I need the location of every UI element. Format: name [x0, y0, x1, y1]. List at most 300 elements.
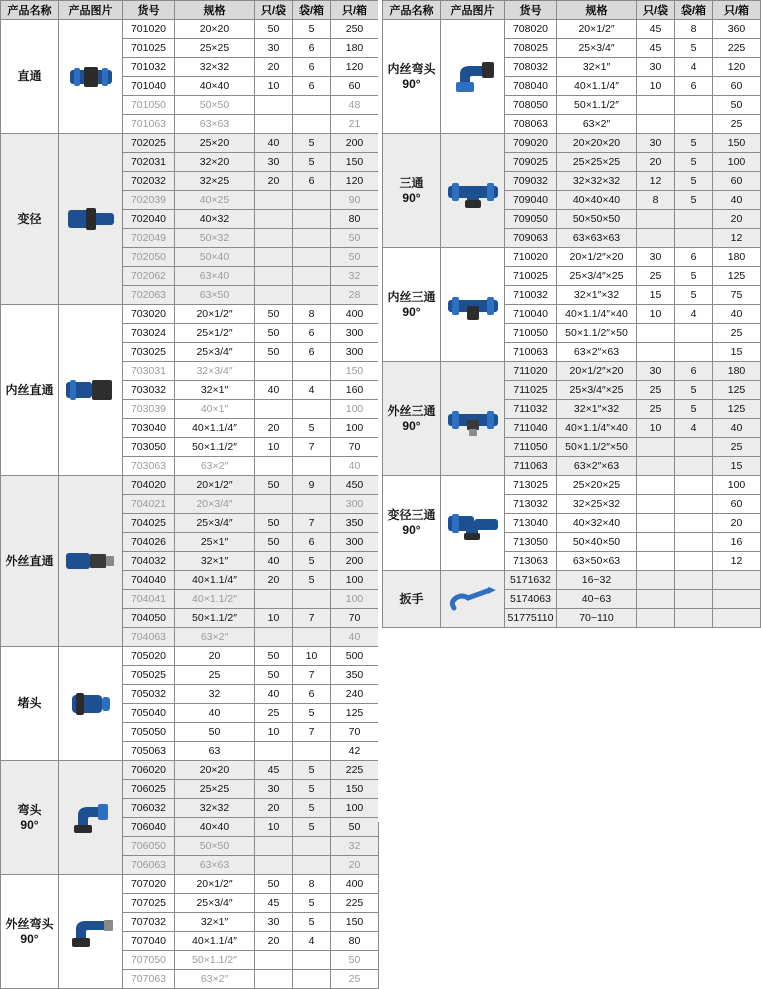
bags-per-box-cell [675, 96, 713, 115]
per-bag-cell [255, 951, 293, 970]
item-code-cell: 5174063 [505, 590, 557, 609]
spec-cell: 40×1.1/4″ [175, 419, 255, 438]
per-box-cell: 32 [331, 267, 379, 286]
per-box-cell: 180 [331, 39, 379, 58]
product-name-cell: 内丝直通 [1, 305, 59, 476]
product-name-cell: 外丝弯头 90° [1, 875, 59, 989]
spec-cell: 25×25 [175, 39, 255, 58]
item-code-cell: 704026 [123, 533, 175, 552]
per-bag-cell: 45 [637, 20, 675, 39]
header-bags-per-box: 袋/箱 [675, 1, 713, 20]
left-table-column [0, 0, 378, 985]
right-table-column [382, 0, 760, 822]
per-bag-cell [255, 742, 293, 761]
bags-per-box-cell: 7 [293, 609, 331, 628]
item-code-cell: 5171632 [505, 571, 557, 590]
per-bag-cell [255, 457, 293, 476]
per-bag-cell [637, 457, 675, 476]
per-bag-cell [637, 514, 675, 533]
bags-per-box-cell: 5 [675, 381, 713, 400]
per-box-cell: 48 [331, 96, 379, 115]
item-code-cell: 701040 [123, 77, 175, 96]
spec-cell: 20×20 [175, 20, 255, 39]
table-row [1, 20, 379, 39]
item-code-cell: 710063 [505, 343, 557, 362]
item-code-cell: 702063 [123, 286, 175, 305]
spec-cell: 50×40×50 [557, 533, 637, 552]
product-name-cell: 堵头 [1, 647, 59, 761]
product-name-cell: 内丝弯头 90° [383, 20, 441, 134]
item-code-cell: 702031 [123, 153, 175, 172]
per-bag-cell [637, 343, 675, 362]
spec-cell: 32×32×32 [557, 172, 637, 191]
per-box-cell: 60 [331, 77, 379, 96]
bags-per-box-cell: 5 [293, 704, 331, 723]
per-bag-cell: 50 [255, 20, 293, 39]
per-box-cell: 100 [331, 799, 379, 818]
bags-per-box-cell: 6 [675, 362, 713, 381]
item-code-cell: 709040 [505, 191, 557, 210]
per-box-cell: 150 [713, 134, 761, 153]
spec-cell: 63×63 [175, 115, 255, 134]
per-box-cell: 42 [331, 742, 379, 761]
spec-cell: 20×20 [175, 761, 255, 780]
per-bag-cell [637, 571, 675, 590]
spec-cell: 25×20×25 [557, 476, 637, 495]
item-code-cell: 704050 [123, 609, 175, 628]
item-code-cell: 704025 [123, 514, 175, 533]
table-row [383, 20, 761, 39]
spec-cell: 32×32 [175, 58, 255, 77]
per-box-cell: 300 [331, 495, 379, 514]
item-code-cell: 703020 [123, 305, 175, 324]
item-code-cell: 705025 [123, 666, 175, 685]
bags-per-box-cell: 4 [675, 305, 713, 324]
bags-per-box-cell [293, 210, 331, 229]
bags-per-box-cell: 5 [675, 153, 713, 172]
per-box-cell: 125 [713, 381, 761, 400]
spec-cell: 25×3/4″×25 [557, 267, 637, 286]
bags-per-box-cell: 5 [293, 913, 331, 932]
per-bag-cell [255, 400, 293, 419]
bags-per-box-cell: 5 [675, 172, 713, 191]
per-bag-cell: 20 [255, 571, 293, 590]
product-table-left [0, 0, 379, 989]
per-bag-cell: 40 [255, 381, 293, 400]
spec-cell: 20×1/2″ [557, 20, 637, 39]
bags-per-box-cell: 5 [293, 153, 331, 172]
per-box-cell: 120 [713, 58, 761, 77]
spec-cell: 32×1″ [175, 381, 255, 400]
bags-per-box-cell: 6 [293, 172, 331, 191]
per-box-cell: 100 [331, 419, 379, 438]
item-code-cell: 708040 [505, 77, 557, 96]
item-code-cell: 706040 [123, 818, 175, 837]
spec-cell: 32 [175, 685, 255, 704]
bags-per-box-cell: 4 [293, 381, 331, 400]
spec-cell: 63 [175, 742, 255, 761]
header-spec: 规格 [175, 1, 255, 20]
spec-cell: 32×20 [175, 153, 255, 172]
per-box-cell: 50 [713, 96, 761, 115]
per-box-cell: 225 [331, 761, 379, 780]
bags-per-box-cell: 5 [293, 761, 331, 780]
per-bag-cell: 20 [255, 799, 293, 818]
spec-cell: 63×2″ [175, 457, 255, 476]
per-bag-cell [637, 229, 675, 248]
bags-per-box-cell: 5 [675, 286, 713, 305]
spec-cell: 40~63 [557, 590, 637, 609]
item-code-cell: 701050 [123, 96, 175, 115]
per-box-cell: 180 [713, 362, 761, 381]
bags-per-box-cell [293, 457, 331, 476]
spec-cell: 70~110 [557, 609, 637, 628]
item-code-cell: 710040 [505, 305, 557, 324]
item-code-cell: 708020 [505, 20, 557, 39]
bags-per-box-cell: 6 [293, 343, 331, 362]
item-code-cell: 708025 [505, 39, 557, 58]
item-code-cell: 703040 [123, 419, 175, 438]
spec-cell: 50×1.1/2″ [557, 96, 637, 115]
spec-cell: 40×1.1/2″ [175, 590, 255, 609]
spec-cell: 32×1″×32 [557, 400, 637, 419]
item-code-cell: 709032 [505, 172, 557, 191]
bags-per-box-cell [675, 476, 713, 495]
item-code-cell: 711050 [505, 438, 557, 457]
bags-per-box-cell: 6 [675, 248, 713, 267]
table-row [383, 362, 761, 381]
spec-cell: 32×25 [175, 172, 255, 191]
spec-cell: 25×1/2″ [175, 324, 255, 343]
header-per-bag: 只/袋 [637, 1, 675, 20]
item-code-cell: 705050 [123, 723, 175, 742]
spec-cell: 25×25 [175, 780, 255, 799]
per-box-cell: 150 [331, 362, 379, 381]
item-code-cell: 707050 [123, 951, 175, 970]
header-per-bag: 只/袋 [255, 1, 293, 20]
spec-cell: 63×50 [175, 286, 255, 305]
per-box-cell: 120 [331, 58, 379, 77]
spec-cell: 20×1/2″×20 [557, 248, 637, 267]
per-bag-cell [255, 267, 293, 286]
bags-per-box-cell: 6 [675, 77, 713, 96]
bags-per-box-cell: 5 [293, 571, 331, 590]
item-code-cell: 706025 [123, 780, 175, 799]
spec-cell: 40×25 [175, 191, 255, 210]
bags-per-box-cell [675, 495, 713, 514]
per-box-cell: 240 [331, 685, 379, 704]
per-box-cell: 360 [713, 20, 761, 39]
spec-cell: 25×1″ [175, 533, 255, 552]
per-box-cell: 300 [331, 324, 379, 343]
per-bag-cell: 50 [255, 343, 293, 362]
bags-per-box-cell [675, 590, 713, 609]
table-row [1, 476, 379, 495]
bags-per-box-cell: 6 [293, 77, 331, 96]
item-code-cell: 707032 [123, 913, 175, 932]
spec-cell: 25 [175, 666, 255, 685]
per-box-cell: 21 [331, 115, 379, 134]
bags-per-box-cell [675, 343, 713, 362]
spec-cell: 63×50×63 [557, 552, 637, 571]
item-code-cell: 713040 [505, 514, 557, 533]
per-box-cell [713, 590, 761, 609]
header-bags-per-box: 袋/箱 [293, 1, 331, 20]
bags-per-box-cell [293, 400, 331, 419]
spec-cell: 20×1/2″ [175, 875, 255, 894]
bags-per-box-cell [675, 457, 713, 476]
per-box-cell [713, 571, 761, 590]
per-box-cell: 70 [331, 609, 379, 628]
per-bag-cell: 30 [637, 58, 675, 77]
female-coupling-icon [59, 305, 123, 476]
item-code-cell: 708063 [505, 115, 557, 134]
spec-cell: 50×50×50 [557, 210, 637, 229]
bags-per-box-cell [675, 438, 713, 457]
item-code-cell: 704020 [123, 476, 175, 495]
per-box-cell: 75 [713, 286, 761, 305]
item-code-cell: 708032 [505, 58, 557, 77]
spec-cell: 40×1.1/4″ [175, 932, 255, 951]
female-elbow-icon [441, 20, 505, 134]
bags-per-box-cell: 8 [293, 305, 331, 324]
item-code-cell: 709050 [505, 210, 557, 229]
per-box-cell: 100 [331, 400, 379, 419]
spec-cell: 32×25×32 [557, 495, 637, 514]
bags-per-box-cell [293, 837, 331, 856]
per-bag-cell: 45 [637, 39, 675, 58]
per-bag-cell: 30 [255, 913, 293, 932]
per-bag-cell: 50 [255, 324, 293, 343]
item-code-cell: 701025 [123, 39, 175, 58]
bags-per-box-cell: 7 [293, 438, 331, 457]
bags-per-box-cell: 4 [293, 932, 331, 951]
table-header-row [1, 1, 379, 20]
spec-cell: 16~32 [557, 571, 637, 590]
item-code-cell: 706032 [123, 799, 175, 818]
bags-per-box-cell [293, 229, 331, 248]
per-bag-cell [637, 476, 675, 495]
item-code-cell: 711025 [505, 381, 557, 400]
per-box-cell: 28 [331, 286, 379, 305]
per-box-cell: 100 [331, 571, 379, 590]
spec-cell: 40×32×40 [557, 514, 637, 533]
item-code-cell: 709025 [505, 153, 557, 172]
reducing-tee-icon [441, 476, 505, 571]
per-bag-cell: 25 [255, 704, 293, 723]
bags-per-box-cell: 5 [293, 419, 331, 438]
item-code-cell: 703031 [123, 362, 175, 381]
item-code-cell: 701063 [123, 115, 175, 134]
per-bag-cell: 20 [637, 153, 675, 172]
bags-per-box-cell: 6 [293, 324, 331, 343]
item-code-cell: 705020 [123, 647, 175, 666]
per-bag-cell [255, 362, 293, 381]
coupling-icon [59, 20, 123, 134]
table-row [1, 761, 379, 780]
header-product-image: 产品图片 [59, 1, 123, 20]
per-bag-cell [255, 248, 293, 267]
male-coupling-icon [59, 476, 123, 647]
per-box-cell: 60 [713, 495, 761, 514]
table-row [383, 476, 761, 495]
per-box-cell: 40 [331, 457, 379, 476]
product-name-cell: 变径三通 90° [383, 476, 441, 571]
bags-per-box-cell [675, 533, 713, 552]
item-code-cell: 711040 [505, 419, 557, 438]
per-bag-cell: 20 [255, 419, 293, 438]
per-box-cell: 25 [331, 970, 379, 989]
bags-per-box-cell: 6 [293, 39, 331, 58]
bags-per-box-cell: 7 [293, 666, 331, 685]
per-box-cell: 80 [331, 932, 379, 951]
header-product-name: 产品名称 [383, 1, 441, 20]
per-box-cell: 300 [331, 533, 379, 552]
per-bag-cell [255, 837, 293, 856]
item-code-cell: 705040 [123, 704, 175, 723]
item-code-cell: 705063 [123, 742, 175, 761]
spec-cell: 40×40 [175, 818, 255, 837]
bags-per-box-cell: 4 [675, 419, 713, 438]
per-bag-cell [637, 552, 675, 571]
bags-per-box-cell [293, 248, 331, 267]
spec-cell: 50×1.1/2″×50 [557, 324, 637, 343]
spec-cell: 63×40 [175, 267, 255, 286]
per-bag-cell: 30 [255, 39, 293, 58]
table-header-row [383, 1, 761, 20]
per-bag-cell: 10 [255, 818, 293, 837]
per-bag-cell: 10 [255, 438, 293, 457]
spec-cell: 20×20×20 [557, 134, 637, 153]
per-box-cell: 40 [331, 628, 379, 647]
item-code-cell: 704063 [123, 628, 175, 647]
item-code-cell: 702050 [123, 248, 175, 267]
spec-cell: 32×3/4″ [175, 362, 255, 381]
bags-per-box-cell: 5 [293, 134, 331, 153]
per-box-cell: 125 [331, 704, 379, 723]
per-box-cell: 40 [713, 305, 761, 324]
per-box-cell: 50 [331, 229, 379, 248]
bags-per-box-cell: 5 [675, 134, 713, 153]
item-code-cell: 702062 [123, 267, 175, 286]
bags-per-box-cell: 8 [675, 20, 713, 39]
spec-cell: 25×3/4″ [175, 343, 255, 362]
per-box-cell: 125 [713, 400, 761, 419]
per-box-cell: 15 [713, 457, 761, 476]
per-bag-cell: 50 [255, 533, 293, 552]
per-bag-cell: 45 [255, 761, 293, 780]
spec-cell: 25×3/4″ [175, 894, 255, 913]
male-elbow-icon [59, 875, 123, 989]
item-code-cell: 704032 [123, 552, 175, 571]
per-box-cell: 400 [331, 875, 379, 894]
spec-cell: 20×1/2″ [175, 476, 255, 495]
item-code-cell: 709020 [505, 134, 557, 153]
spec-cell: 63×2″×63 [557, 457, 637, 476]
item-code-cell: 709063 [505, 229, 557, 248]
per-box-cell: 20 [713, 514, 761, 533]
per-box-cell: 400 [331, 305, 379, 324]
per-bag-cell: 10 [255, 77, 293, 96]
per-bag-cell: 30 [637, 248, 675, 267]
item-code-cell: 713050 [505, 533, 557, 552]
per-box-cell: 200 [331, 552, 379, 571]
per-box-cell: 50 [331, 951, 379, 970]
bags-per-box-cell [293, 362, 331, 381]
item-code-cell: 702040 [123, 210, 175, 229]
item-code-cell: 703039 [123, 400, 175, 419]
bags-per-box-cell: 7 [293, 514, 331, 533]
item-code-cell: 703025 [123, 343, 175, 362]
bags-per-box-cell [293, 495, 331, 514]
bags-per-box-cell [293, 856, 331, 875]
per-box-cell: 350 [331, 514, 379, 533]
bags-per-box-cell [293, 96, 331, 115]
item-code-cell: 703032 [123, 381, 175, 400]
per-bag-cell [637, 324, 675, 343]
item-code-cell: 703024 [123, 324, 175, 343]
per-bag-cell [255, 856, 293, 875]
per-box-cell: 15 [713, 343, 761, 362]
spec-cell: 32×1″ [175, 552, 255, 571]
product-name-cell: 直通 [1, 20, 59, 134]
per-box-cell: 100 [331, 590, 379, 609]
spec-cell: 40×1.1/4″ [175, 571, 255, 590]
item-code-cell: 713032 [505, 495, 557, 514]
item-code-cell: 707040 [123, 932, 175, 951]
spec-cell: 50×1.1/2″ [175, 951, 255, 970]
spec-cell: 40×32 [175, 210, 255, 229]
per-bag-cell: 40 [255, 134, 293, 153]
per-box-cell: 225 [713, 39, 761, 58]
item-code-cell: 704041 [123, 590, 175, 609]
per-bag-cell: 20 [255, 172, 293, 191]
bags-per-box-cell [675, 210, 713, 229]
per-bag-cell: 40 [255, 685, 293, 704]
spec-cell: 63×2″ [557, 115, 637, 134]
tee-icon [441, 134, 505, 248]
header-product-name: 产品名称 [1, 1, 59, 20]
per-box-cell: 100 [713, 476, 761, 495]
bags-per-box-cell [675, 115, 713, 134]
spec-cell: 25×3/4″×25 [557, 381, 637, 400]
per-box-cell: 20 [331, 856, 379, 875]
item-code-cell: 710020 [505, 248, 557, 267]
bags-per-box-cell [675, 552, 713, 571]
table-row [383, 571, 761, 590]
spec-cell: 25×3/4″ [175, 514, 255, 533]
per-bag-cell: 50 [255, 666, 293, 685]
spec-cell: 50×1.1/2″ [175, 438, 255, 457]
per-box-cell: 500 [331, 647, 379, 666]
product-name-cell: 弯头 90° [1, 761, 59, 875]
per-box-cell: 150 [331, 780, 379, 799]
per-box-cell: 12 [713, 229, 761, 248]
reducer-icon [59, 134, 123, 305]
bags-per-box-cell: 5 [675, 191, 713, 210]
per-box-cell: 125 [713, 267, 761, 286]
per-bag-cell [255, 628, 293, 647]
item-code-cell: 702049 [123, 229, 175, 248]
bags-per-box-cell: 5 [293, 799, 331, 818]
item-code-cell: 704040 [123, 571, 175, 590]
per-bag-cell: 20 [255, 932, 293, 951]
header-per-box: 只/箱 [331, 1, 379, 20]
per-bag-cell: 30 [637, 134, 675, 153]
bags-per-box-cell [293, 286, 331, 305]
per-bag-cell: 20 [255, 58, 293, 77]
bags-per-box-cell: 4 [675, 58, 713, 77]
